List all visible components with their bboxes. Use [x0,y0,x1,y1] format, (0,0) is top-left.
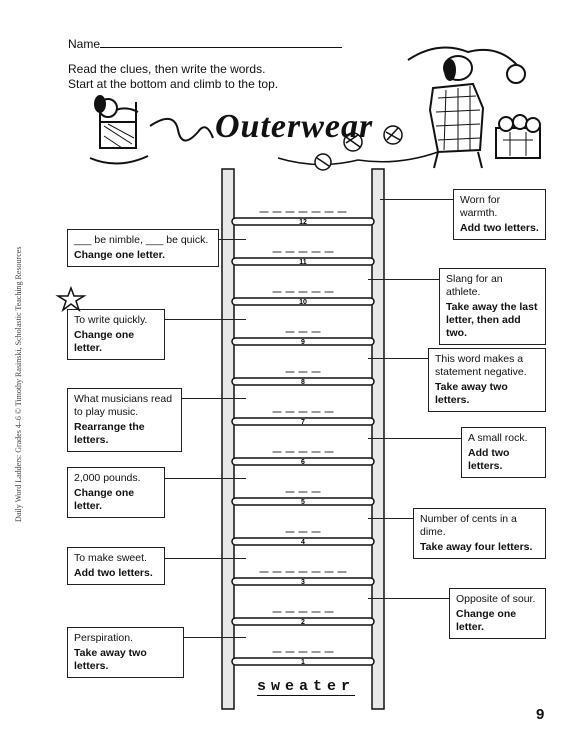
clue-text: What musicians read to play music. [74,393,173,418]
clue-hint: Rearrange the letters. [74,421,145,446]
clue-hint: Take away two letters. [74,647,147,672]
rung-number: 12 [299,219,307,226]
clue-hint: Take away four letters. [420,541,533,553]
clue-hint: Change one letter. [74,487,135,512]
connector-line [165,319,246,320]
clue-hint: Change one letter. [456,608,517,633]
rung-number: 11 [299,259,307,266]
connector-line [165,478,246,479]
clue-text: Slang for an athlete. [446,273,503,298]
connector-line [368,358,428,359]
clue-text: Opposite of sour. [456,593,536,605]
instruction-line-1: Read the clues, then write the words. [68,62,266,76]
clue-box-5 [67,467,165,518]
clue-text: ___ be nimble, ___ be quick. [74,234,209,246]
connector-line [368,598,449,599]
connector-line [165,558,246,559]
clue-box-3 [67,547,165,585]
clue-box-6 [461,427,546,478]
title: Outerwear [215,108,374,145]
clue-text: This word makes a statement negative. [435,353,527,378]
clue-box-12 [453,189,546,240]
rung-number: 5 [301,499,305,506]
clue-text: A small rock. [468,432,528,444]
ladder-left-rail [222,169,234,709]
connector-line [219,239,246,240]
clue-box-4 [413,508,546,559]
clue-box-11 [67,229,219,267]
clue-box-8 [428,348,546,412]
name-label: Name [68,37,101,51]
clue-hint: Add two letters. [74,567,153,579]
rung-number: 2 [301,619,305,626]
clue-text: Worn for warmth. [460,194,501,219]
connector-line [368,518,413,519]
clue-hint: Add two letters. [460,222,539,234]
connector-line [184,637,246,638]
clue-text: Number of cents in a dime. [420,513,517,538]
rung-number: 9 [301,339,305,346]
clue-box-2 [449,588,546,639]
clue-hint: Add two letters. [468,447,510,472]
clue-text: To make sweet. [74,552,147,564]
ladder-right-rail [372,169,384,709]
side-credit-text: Daily Word Ladders: Grades 4–6 © Timothy Rasinski, Scholastic Teaching Resources [14,246,23,522]
rung-number: 6 [301,459,305,466]
rung-number: 8 [301,379,305,386]
connector-line [368,438,461,439]
clue-box-1 [67,627,184,678]
clue-box-7 [67,388,182,452]
rung-number: 3 [301,579,305,586]
clue-text: 2,000 pounds. [74,472,141,484]
clue-text: Perspiration. [74,632,133,644]
clue-hint: Change one letter. [74,249,166,261]
start-word [257,678,355,695]
rung-number: 4 [301,539,305,546]
rung-number: 7 [301,419,305,426]
clue-box-10 [439,268,546,345]
instruction-line-2: Start at the bottom and climb to the top. [68,77,279,91]
start-word-text: sweater [257,678,356,695]
connector-line [182,398,246,399]
page-number: 9 [536,706,545,723]
clue-hint: Take away the last letter, then add two. [446,301,538,339]
connector-line [380,199,453,200]
clue-hint: Change one letter. [74,329,135,354]
rung-number: 1 [301,659,305,666]
star-icon [54,286,88,312]
clue-hint: Take away two letters. [435,381,508,406]
connector-line [368,279,439,280]
clue-text: To write quickly. [74,314,148,326]
rung-number: 10 [299,299,307,306]
clue-box-9 [67,309,165,360]
